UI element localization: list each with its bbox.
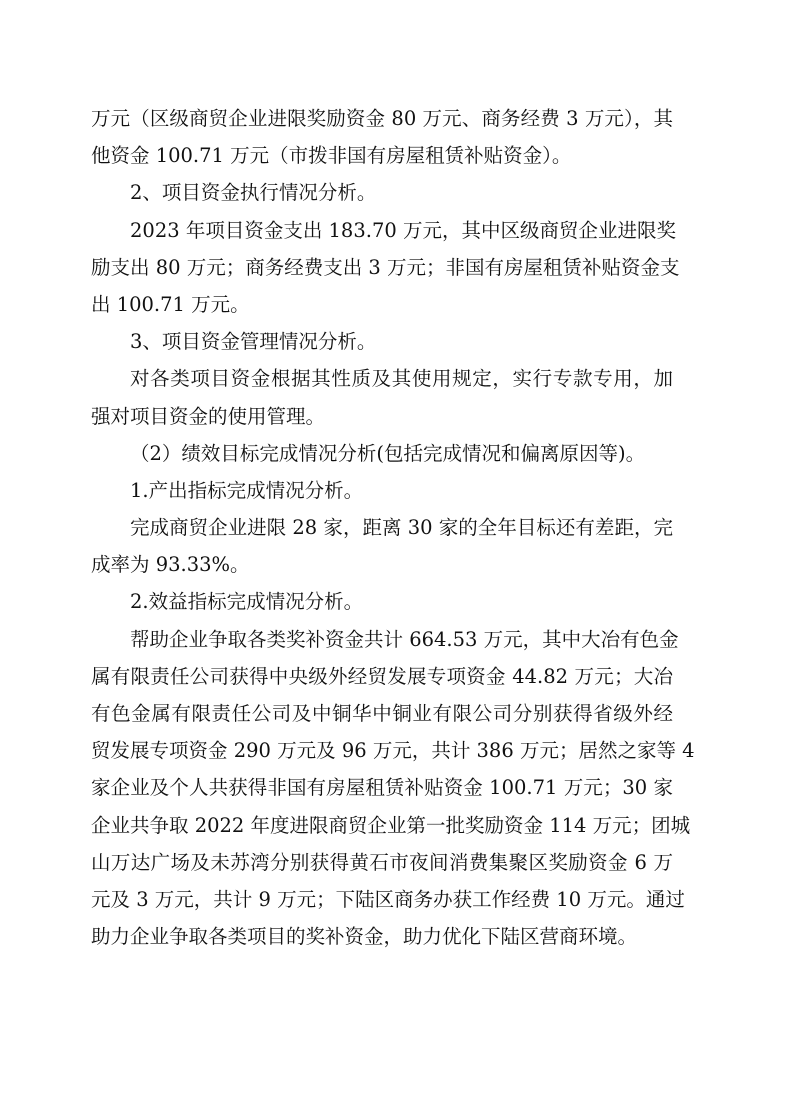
section-heading: （2）绩效目标完成情况分析(包括完成情况和偏离原因等)。 <box>130 441 646 465</box>
text-line: 万元（区级商贸企业进限奖励资金 80 万元、商务经费 3 万元），其 <box>91 107 673 130</box>
section-heading: 1.产出指标完成情况分析。 <box>130 478 364 502</box>
text-line: 贸发展专项资金 290 万元及 96 万元，共计 386 万元；居然之家等 4 <box>91 739 695 763</box>
text-line: 有色金属有限责任公司及中铜华中铜业有限公司分别获得省级外经 <box>91 702 673 725</box>
document-body <box>91 100 695 955</box>
text-line: 励支出 80 万元；商务经费支出 3 万元；非国有房屋租赁补贴资金支 <box>91 255 680 279</box>
text-line: 属有限责任公司获得中央级外经贸发展专项资金 44.82 万元；大冶 <box>91 664 673 688</box>
text-line: 山万达广场及未苏湾分别获得黄石市夜间消费集聚区奖励资金 6 万 <box>91 850 673 874</box>
text-line: 强对项目资金的使用管理。 <box>91 404 326 428</box>
section-heading: 3、项目资金管理情况分析。 <box>130 330 377 354</box>
text-line: 出 100.71 万元。 <box>91 292 250 316</box>
text-line: 他资金 100.71 万元（市拨非国有房屋租赁补贴资金）。 <box>91 144 572 168</box>
text-line: 对各类项目资金根据其性质及其使用规定，实行专款专用，加 <box>130 367 673 391</box>
section-heading: 2、项目资金执行情况分析。 <box>130 181 377 205</box>
section-heading: 2.效益指标完成情况分析。 <box>130 590 364 614</box>
text-line: 助力企业争取各类项目的奖补资金，助力优化下陆区营商环境。 <box>91 925 638 949</box>
text-line: 企业共争取 2022 年度进限商贸企业第一批奖励资金 114 万元；团城 <box>91 813 691 837</box>
text-line: 2023 年项目资金支出 183.70 万元，其中区级商贸企业进限奖 <box>130 218 676 242</box>
text-line: 成率为 93.33%。 <box>91 553 250 577</box>
text-line: 帮助企业争取各类奖补资金共计 664.53 万元，其中大冶有色金 <box>130 627 679 651</box>
text-line: 家企业及个人共获得非国有房屋租赁补贴资金 100.71 万元；30 家 <box>91 776 673 800</box>
text-line: 完成商贸企业进限 28 家，距离 30 家的全年目标还有差距，完 <box>130 516 673 540</box>
text-line: 元及 3 万元，共计 9 万元；下陆区商务办获工作经费 10 万元。通过 <box>91 887 685 911</box>
